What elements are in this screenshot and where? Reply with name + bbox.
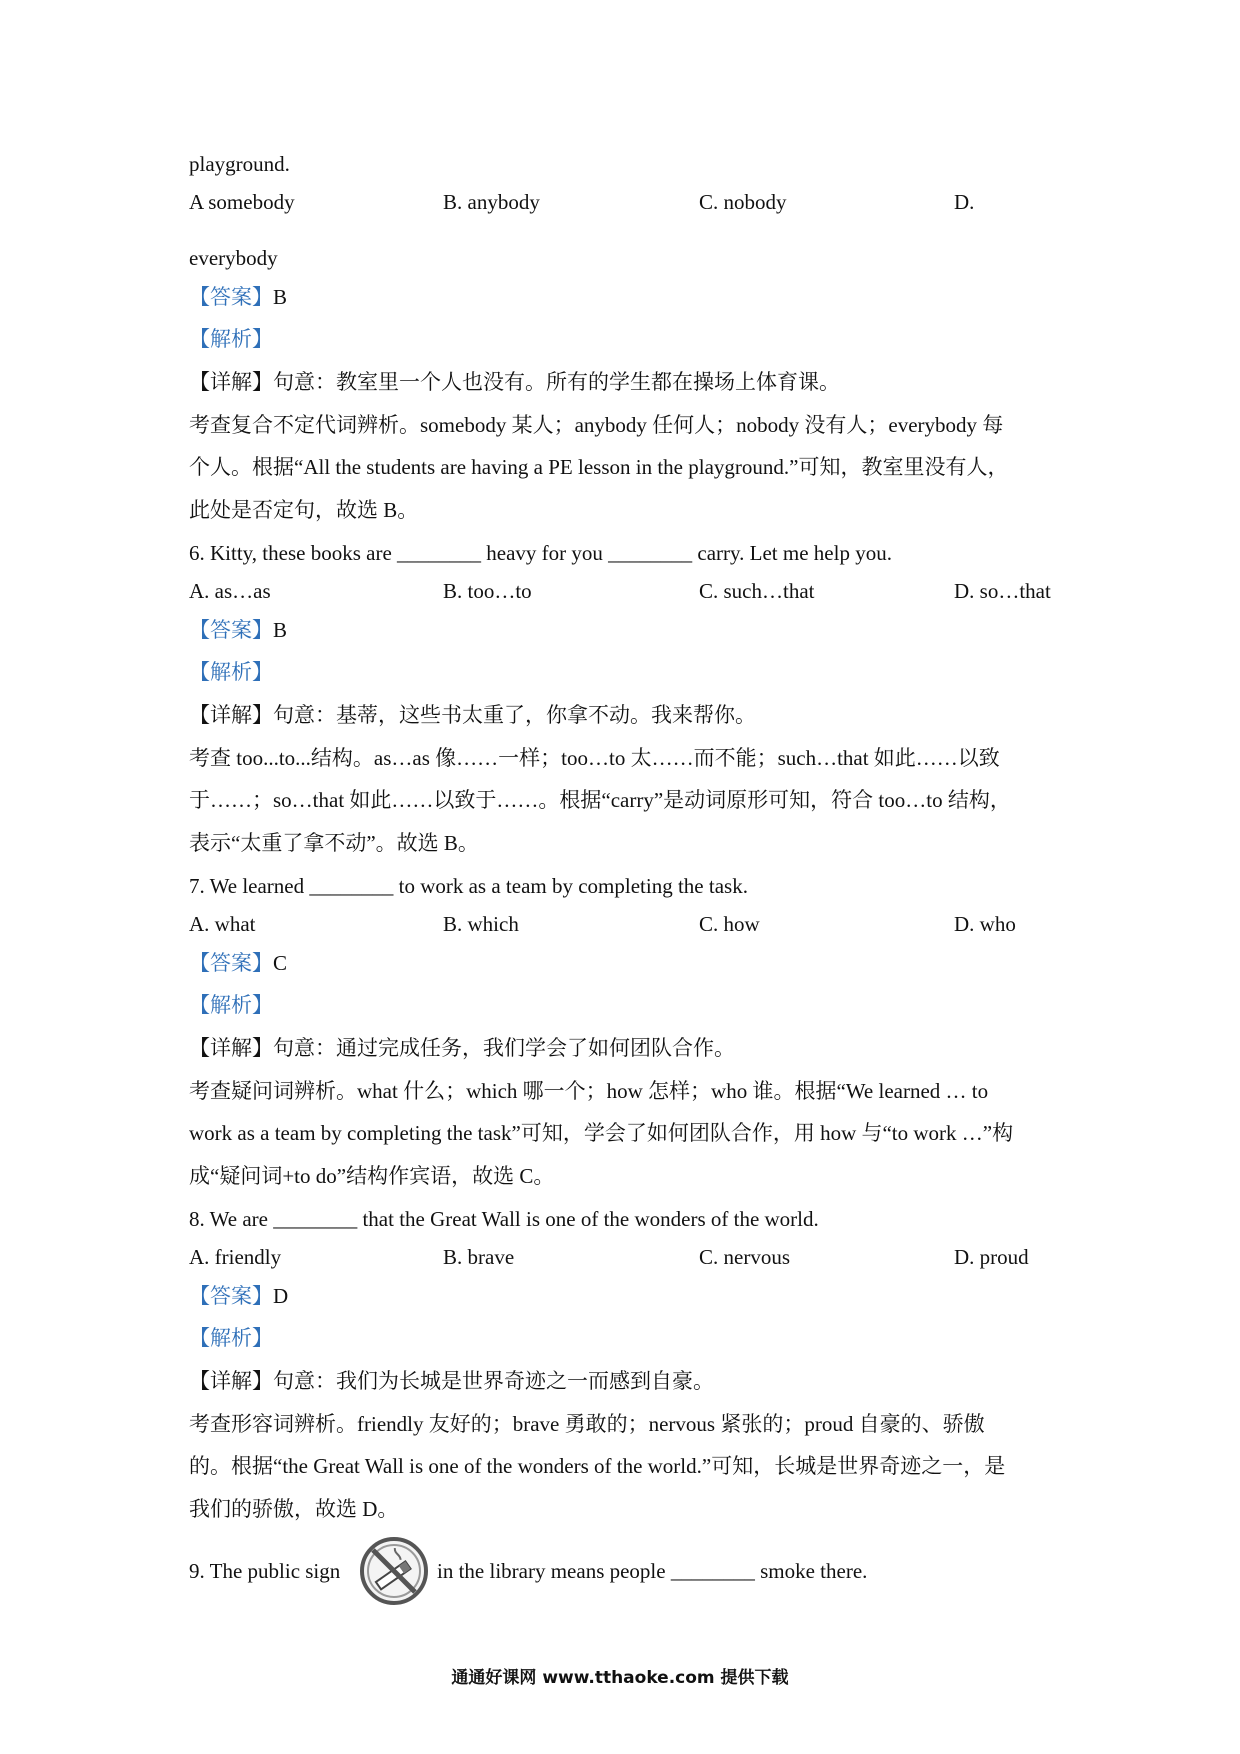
answer-tag: 【答案】 <box>189 1284 273 1308</box>
analysis-tag: 【解析】 <box>189 327 273 351</box>
q7-detail <box>189 1033 735 1063</box>
q6-option-b: B. too…to <box>443 579 532 603</box>
q7-option-b: B. which <box>443 912 519 936</box>
answer-tag: 【答案】 <box>189 951 273 975</box>
q7-analysis <box>189 990 273 1020</box>
detail-text: 句意：教室里一个人也没有。所有的学生都在操场上体育课。 <box>273 370 840 394</box>
detail-text: 句意：我们为长城是世界奇迹之一而感到自豪。 <box>273 1369 714 1393</box>
q8-option-a: A. friendly <box>189 1245 282 1269</box>
q8-detail <box>189 1366 714 1396</box>
question-5-stem-tail: playground. <box>189 152 290 176</box>
question-7-stem: 7. We learned ________ to work as a team by completing the task. <box>189 874 748 898</box>
q5-answer <box>189 282 287 312</box>
analysis-tag: 【解析】 <box>189 660 273 684</box>
answer-value: C <box>273 951 288 975</box>
q6-explanation-line-3: 表示“太重了拿不动”。故选 B。 <box>189 831 479 855</box>
q6-analysis <box>189 657 273 687</box>
q5-explanation-line-2: 个人。根据“All the students are having a PE lesson in the playground.”可知，教室里没有人， <box>189 455 1009 479</box>
q8-option-c: C. nervous <box>699 1245 790 1269</box>
detail-tag: 【详解】 <box>189 370 273 394</box>
answer-tag: 【答案】 <box>189 285 273 309</box>
answer-value: B <box>273 618 288 642</box>
no-smoking-sign-graphic <box>358 1535 430 1607</box>
q5-option-b: B. anybody <box>443 190 540 214</box>
question-6-stem: 6. Kitty, these books are ________ heavy for you ________ carry. Let me help you. <box>189 541 892 565</box>
answer-value: B <box>273 285 288 309</box>
detail-text: 句意：通过完成任务，我们学会了如何团队合作。 <box>273 1036 735 1060</box>
q7-option-d: D. who <box>954 912 1016 936</box>
q7-explanation-line-3: 成“疑问词+to do”结构作宾语，故选 C。 <box>189 1164 555 1188</box>
q8-option-b: B. brave <box>443 1245 515 1269</box>
q5-option-a: A somebody <box>189 190 295 214</box>
q7-option-c: C. how <box>699 912 760 936</box>
q6-detail <box>189 700 756 730</box>
q8-explanation-line-2: 的。根据“the Great Wall is one of the wonders of the world.”可知，长城是世界奇迹之一，是 <box>189 1454 1006 1478</box>
q5-explanation-line-1: 考查复合不定代词辨析。somebody 某人；anybody 任何人；nobody 没有人；everybody 每 <box>189 413 1004 437</box>
q5-analysis <box>189 324 273 354</box>
q5-option-d: D. <box>954 190 975 214</box>
question-9-stem-b: in the library means people ________ smoke there. <box>437 1559 868 1583</box>
q6-option-a: A. as…as <box>189 579 271 603</box>
q7-explanation-line-1: 考查疑问词辨析。what 什么；which 哪一个；how 怎样；who 谁。根据“We learned … to <box>189 1079 989 1103</box>
question-9-stem-a: 9. The public sign <box>189 1559 341 1583</box>
page-footer: 通通好课网 www.tthaoke.com 提供下载 <box>451 1668 789 1688</box>
q7-option-a: A. what <box>189 912 256 936</box>
analysis-tag: 【解析】 <box>189 993 273 1017</box>
q6-answer <box>189 615 287 645</box>
q8-explanation-line-1: 考查形容词辨析。friendly 友好的；brave 勇敢的；nervous 紧张的；proud 自豪的、骄傲 <box>189 1412 985 1436</box>
q8-explanation-line-3: 我们的骄傲，故选 D。 <box>189 1497 399 1521</box>
analysis-tag: 【解析】 <box>189 1326 273 1350</box>
answer-value: D <box>273 1284 289 1308</box>
q6-explanation-line-2: 于……；so…that 如此……以致于……。根据“carry”是动词原形可知，符合 too…to 结构， <box>189 788 1011 812</box>
detail-tag: 【详解】 <box>189 1036 273 1060</box>
q6-option-c: C. such…that <box>699 579 815 603</box>
q8-option-d: D. proud <box>954 1245 1029 1269</box>
q5-detail <box>189 367 840 397</box>
q7-explanation-line-2: work as a team by completing the task”可知，学会了如何团队合作，用 how 与“to work …”构 <box>189 1121 1014 1145</box>
q7-answer <box>189 948 287 978</box>
no-smoking-icon <box>358 1535 430 1607</box>
q6-option-d: D. so…that <box>954 579 1051 603</box>
q5-explanation-line-3: 此处是否定句，故选 B。 <box>189 498 419 522</box>
q8-answer <box>189 1281 288 1311</box>
detail-tag: 【详解】 <box>189 1369 273 1393</box>
q8-analysis <box>189 1323 273 1353</box>
detail-text: 句意：基蒂，这些书太重了，你拿不动。我来帮你。 <box>273 703 756 727</box>
answer-tag: 【答案】 <box>189 618 273 642</box>
q6-explanation-line-1: 考查 too...to...结构。as…as 像……一样；too…to 太……而不能；such…that 如此……以致 <box>189 746 1000 770</box>
q5-option-d-wrap: everybody <box>189 246 278 270</box>
detail-tag: 【详解】 <box>189 703 273 727</box>
question-8-stem: 8. We are ________ that the Great Wall is one of the wonders of the world. <box>189 1207 819 1231</box>
q5-option-c: C. nobody <box>699 190 787 214</box>
